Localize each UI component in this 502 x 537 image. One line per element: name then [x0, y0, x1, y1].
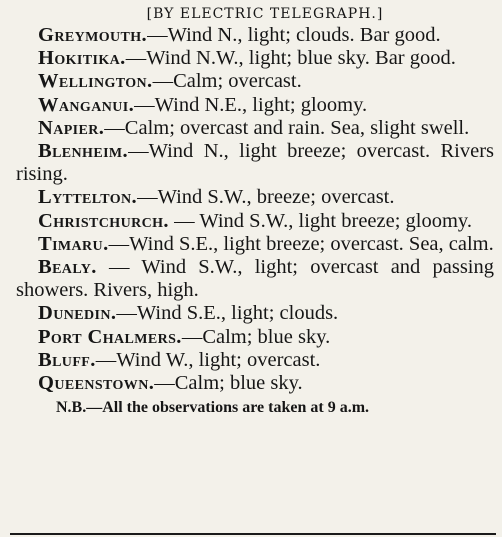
weather-report: —Wind N.E., light; gloomy. [134, 93, 368, 116]
weather-entry [16, 372, 494, 395]
place-name: Timaru. [38, 232, 109, 255]
article-heading: [BY ELECTRIC TELEGRAPH.] [146, 6, 384, 22]
place-name: Napier. [38, 116, 105, 139]
place-name: Bluff. [38, 348, 96, 371]
weather-report: —Wind S.E., light; clouds. [116, 302, 339, 325]
weather-entry [16, 186, 494, 209]
weather-report: —Calm; overcast. [152, 70, 302, 93]
weather-entry [16, 302, 494, 325]
weather-entry [16, 94, 494, 117]
place-name: Queenstown. [38, 372, 155, 395]
place-name: Greymouth. [38, 24, 148, 46]
weather-entry [16, 210, 494, 233]
place-name: Wanganui. [38, 93, 135, 116]
weather-entry [16, 140, 494, 186]
weather-report: —Wind S.W., breeze; overcast. [137, 186, 395, 209]
weather-entry [16, 256, 494, 302]
weather-report: —Wind N.W., light; blue sky. Bar good. [125, 47, 456, 70]
place-name: Port Chalmers. [38, 325, 182, 348]
weather-entry [16, 47, 494, 70]
place-name: Bealy. [38, 256, 97, 279]
weather-entry [16, 326, 494, 349]
weather-entry [16, 70, 494, 93]
weather-entry [16, 349, 494, 372]
weather-report: —Wind W., light; overcast. [95, 348, 321, 371]
place-name: Lyttelton. [38, 186, 138, 209]
weather-report: —Wind N., light breeze; overcast. Rivers rising. [16, 140, 494, 186]
observation-note: N.B.—All the observations are taken at 9 a.m. [56, 399, 370, 417]
weather-report: —Calm; blue sky. [154, 372, 303, 395]
weather-report: —Calm; blue sky. [181, 325, 331, 348]
weather-report: —Wind N., light; clouds. Bar good. [147, 24, 441, 46]
weather-report: —Wind S.E., light breeze; overcast. Sea, calm. [108, 232, 494, 255]
weather-report: — Wind S.W., light breeze; gloomy. [168, 209, 472, 232]
weather-entry [16, 117, 494, 140]
place-name: Blenheim. [38, 140, 129, 163]
place-name: Dunedin. [38, 302, 117, 325]
place-name: Wellington. [38, 70, 153, 93]
place-name: Christchurch. [38, 209, 169, 232]
weather-entry [16, 233, 494, 256]
weather-report: — Wind S.W., light; overcast and passing showers. Rivers, high. [16, 256, 494, 302]
place-name: Hokitika. [38, 47, 126, 70]
weather-report: —Calm; overcast and rain. Sea, slight swell. [104, 116, 470, 139]
column-rule [10, 533, 496, 535]
weather-entry [16, 24, 494, 47]
